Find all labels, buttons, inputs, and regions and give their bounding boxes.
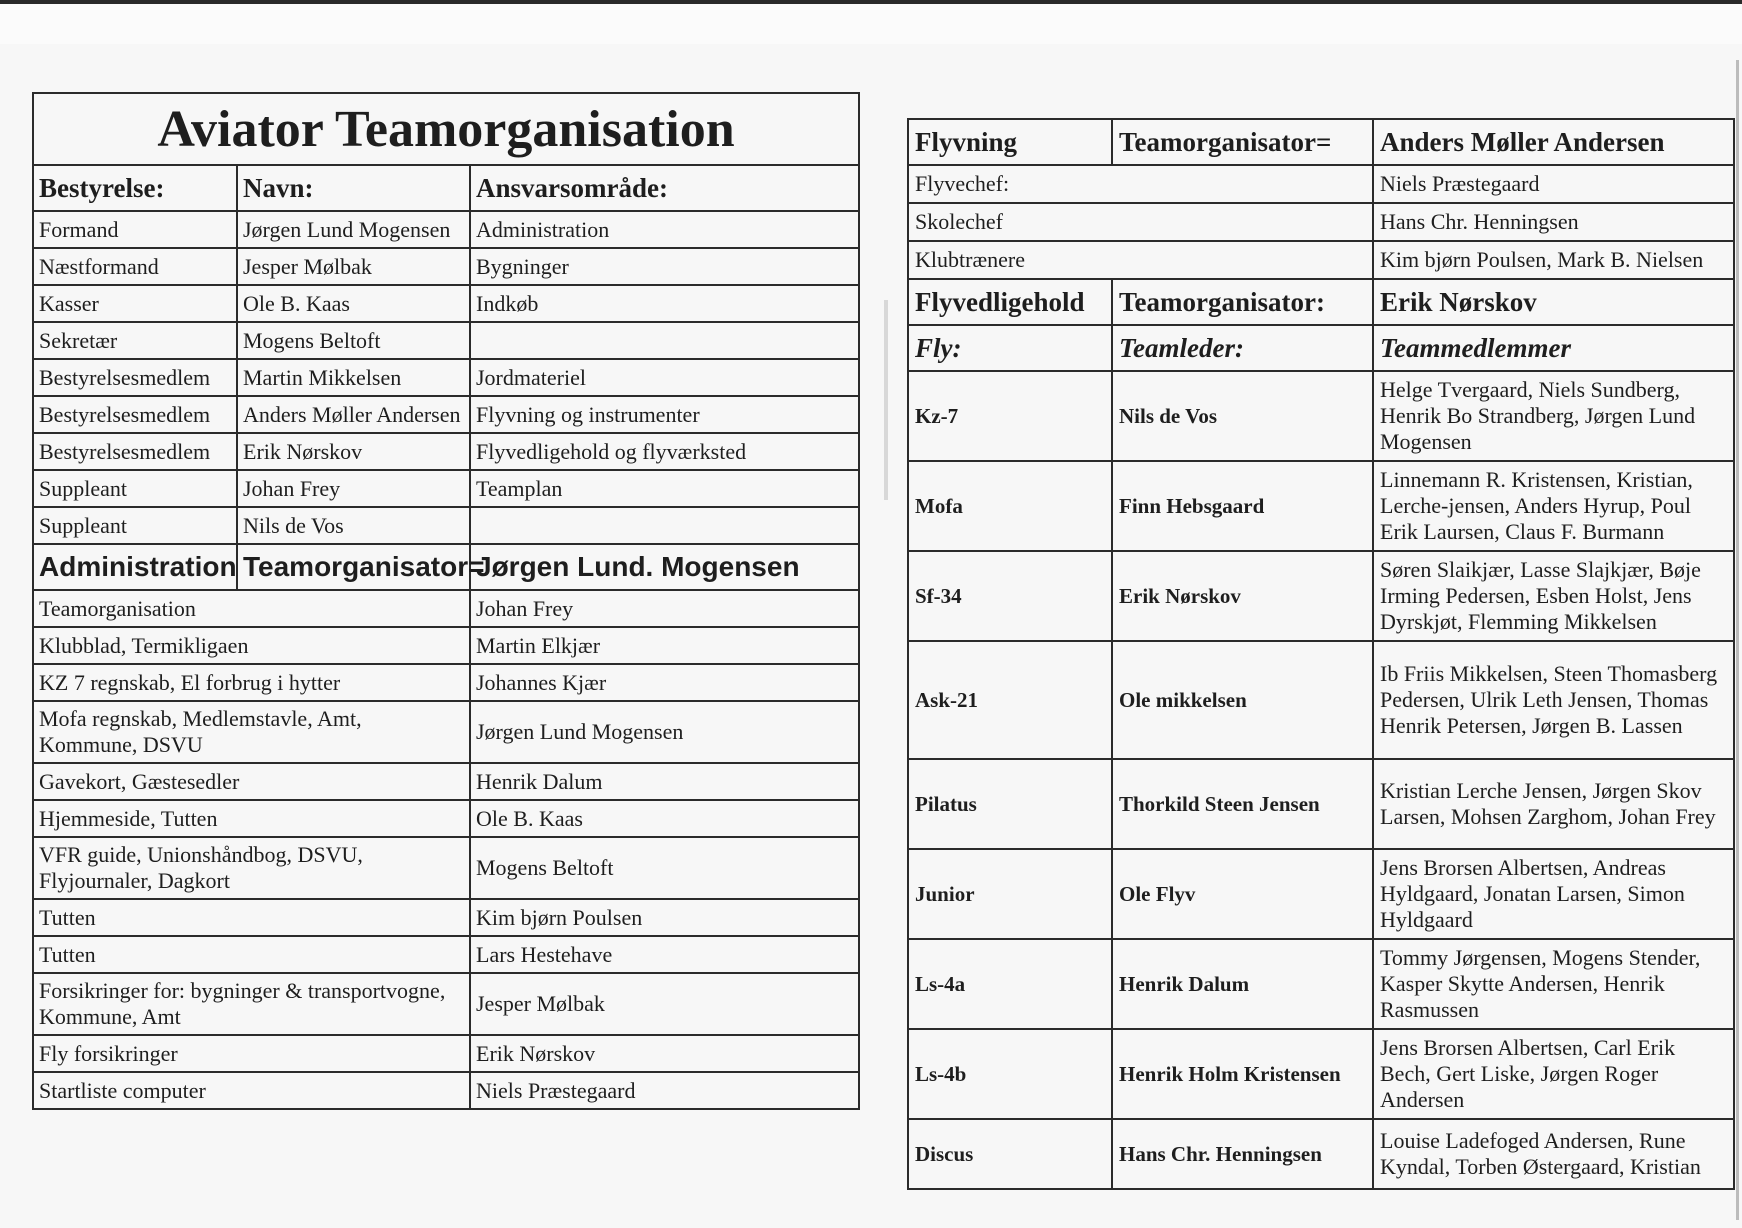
fleet-members: Louise Ladefoged Andersen, Rune Kyndal, Torben Østergaard, Kristian bbox=[1373, 1119, 1734, 1189]
admin-header-person: Jørgen Lund. Mogensen bbox=[470, 544, 859, 590]
admin-task: Fly forsikringer bbox=[33, 1035, 470, 1072]
admin-row bbox=[33, 800, 859, 837]
fleet-aircraft: Ask-21 bbox=[908, 641, 1112, 759]
fleet-members: Kristian Lerche Jensen, Jørgen Skov Larsen, Mohsen Zarghom, Johan Frey bbox=[1373, 759, 1734, 849]
page-gutter bbox=[884, 300, 888, 500]
admin-person: Erik Nørskov bbox=[470, 1035, 859, 1072]
admin-person: Martin Elkjær bbox=[470, 627, 859, 664]
board-area: Flyvning og instrumenter bbox=[470, 396, 859, 433]
board-name: Martin Mikkelsen bbox=[237, 359, 470, 396]
admin-task: KZ 7 regnskab, El forbrug i hytter bbox=[33, 664, 470, 701]
board-header-area: Ansvarsområde: bbox=[470, 165, 859, 211]
scan-edge-right bbox=[1736, 60, 1739, 1220]
admin-person: Jesper Mølbak bbox=[470, 973, 859, 1035]
fleet-row bbox=[908, 1119, 1734, 1189]
fleet-leader: Hans Chr. Henningsen bbox=[1112, 1119, 1373, 1189]
flight-header-row bbox=[908, 119, 1734, 165]
board-area: Bygninger bbox=[470, 248, 859, 285]
admin-task: VFR guide, Unionshåndbog, DSVU, Flyjournaler, Dagkort bbox=[33, 837, 470, 899]
flight-role: Klubtrænere bbox=[908, 241, 1373, 279]
board-row bbox=[33, 211, 859, 248]
board-row bbox=[33, 322, 859, 359]
fleet-row bbox=[908, 759, 1734, 849]
admin-person: Lars Hestehave bbox=[470, 936, 859, 973]
flight-person: Kim bjørn Poulsen, Mark B. Nielsen bbox=[1373, 241, 1734, 279]
admin-row bbox=[33, 627, 859, 664]
board-role: Formand bbox=[33, 211, 237, 248]
admin-task: Tutten bbox=[33, 936, 470, 973]
admin-row bbox=[33, 1035, 859, 1072]
admin-row bbox=[33, 973, 859, 1035]
flight-header-person: Anders Møller Andersen bbox=[1373, 119, 1734, 165]
scan-margin bbox=[0, 4, 1742, 44]
fleet-aircraft: Pilatus bbox=[908, 759, 1112, 849]
board-area: Teamplan bbox=[470, 470, 859, 507]
fleet-leader: Thorkild Steen Jensen bbox=[1112, 759, 1373, 849]
fleet-row bbox=[908, 461, 1734, 551]
board-role: Bestyrelsesmedlem bbox=[33, 433, 237, 470]
board-area bbox=[470, 507, 859, 544]
fleet-row bbox=[908, 849, 1734, 939]
board-role: Sekretær bbox=[33, 322, 237, 359]
admin-person: Ole B. Kaas bbox=[470, 800, 859, 837]
fleet-aircraft: Mofa bbox=[908, 461, 1112, 551]
maintenance-header-section: Flyvedligehold bbox=[908, 279, 1112, 325]
board-row bbox=[33, 359, 859, 396]
fleet-leader: Finn Hebsgaard bbox=[1112, 461, 1373, 551]
fleet-members: Søren Slaikjær, Lasse Slajkjær, Bøje Irming Pedersen, Esben Holst, Jens Dyrskjøt, Flemming Mikkelsen bbox=[1373, 551, 1734, 641]
admin-row bbox=[33, 590, 859, 627]
admin-row bbox=[33, 936, 859, 973]
board-role: Næstformand bbox=[33, 248, 237, 285]
board-header-role: Bestyrelse: bbox=[33, 165, 237, 211]
flight-maintenance-table bbox=[907, 118, 1735, 1190]
fleet-header-members: Teammedlemmer bbox=[1373, 325, 1734, 371]
admin-task: Hjemmeside, Tutten bbox=[33, 800, 470, 837]
board-name: Jørgen Lund Mogensen bbox=[237, 211, 470, 248]
fleet-members: Linnemann R. Kristensen, Kristian, Lerche-jensen, Anders Hyrup, Poul Erik Laursen, Claus F. Burmann bbox=[1373, 461, 1734, 551]
flight-row bbox=[908, 203, 1734, 241]
fleet-aircraft: Discus bbox=[908, 1119, 1112, 1189]
fleet-leader: Ole mikkelsen bbox=[1112, 641, 1373, 759]
flight-role: Flyvechef: bbox=[908, 165, 1373, 203]
admin-task: Teamorganisation bbox=[33, 590, 470, 627]
fleet-members: Ib Friis Mikkelsen, Steen Thomasberg Pedersen, Ulrik Leth Jensen, Thomas Henrik Petersen, Jørgen B. Lassen bbox=[1373, 641, 1734, 759]
admin-person: Kim bjørn Poulsen bbox=[470, 899, 859, 936]
board-area: Administration bbox=[470, 211, 859, 248]
board-header-name: Navn: bbox=[237, 165, 470, 211]
board-area: Flyvedligehold og flyværksted bbox=[470, 433, 859, 470]
admin-task: Gavekort, Gæstesedler bbox=[33, 763, 470, 800]
flight-role: Skolechef bbox=[908, 203, 1373, 241]
admin-task: Tutten bbox=[33, 899, 470, 936]
fleet-members: Tommy Jørgensen, Mogens Stender, Kasper Skytte Andersen, Henrik Rasmussen bbox=[1373, 939, 1734, 1029]
admin-task: Startliste computer bbox=[33, 1072, 470, 1109]
admin-row bbox=[33, 837, 859, 899]
admin-person: Johannes Kjær bbox=[470, 664, 859, 701]
admin-header-row bbox=[33, 544, 859, 590]
fleet-aircraft: Kz-7 bbox=[908, 371, 1112, 461]
admin-row bbox=[33, 664, 859, 701]
board-role: Bestyrelsesmedlem bbox=[33, 359, 237, 396]
board-name: Ole B. Kaas bbox=[237, 285, 470, 322]
admin-task: Forsikringer for: bygninger & transportvogne, Kommune, Amt bbox=[33, 973, 470, 1035]
fleet-row bbox=[908, 371, 1734, 461]
fleet-leader: Henrik Holm Kristensen bbox=[1112, 1029, 1373, 1119]
admin-header-section: Administration bbox=[33, 544, 237, 590]
admin-row bbox=[33, 899, 859, 936]
admin-person: Mogens Beltoft bbox=[470, 837, 859, 899]
flight-person: Hans Chr. Henningsen bbox=[1373, 203, 1734, 241]
fleet-aircraft: Sf-34 bbox=[908, 551, 1112, 641]
fleet-header-aircraft: Fly: bbox=[908, 325, 1112, 371]
maintenance-header-person: Erik Nørskov bbox=[1373, 279, 1734, 325]
flight-row bbox=[908, 241, 1734, 279]
flight-person: Niels Præstegaard bbox=[1373, 165, 1734, 203]
maintenance-header-row bbox=[908, 279, 1734, 325]
fleet-leader: Henrik Dalum bbox=[1112, 939, 1373, 1029]
fleet-aircraft: Junior bbox=[908, 849, 1112, 939]
admin-header-label: Teamorganisator= bbox=[237, 544, 470, 590]
flight-row bbox=[908, 165, 1734, 203]
page-title: Aviator Teamorganisation bbox=[33, 93, 859, 165]
board-area: Jordmateriel bbox=[470, 359, 859, 396]
board-name: Mogens Beltoft bbox=[237, 322, 470, 359]
flight-header-label: Teamorganisator= bbox=[1112, 119, 1373, 165]
fleet-members: Helge Tvergaard, Niels Sundberg, Henrik Bo Strandberg, Jørgen Lund Mogensen bbox=[1373, 371, 1734, 461]
admin-person: Jørgen Lund Mogensen bbox=[470, 701, 859, 763]
admin-task: Klubblad, Termikligaen bbox=[33, 627, 470, 664]
admin-row bbox=[33, 1072, 859, 1109]
board-name: Jesper Mølbak bbox=[237, 248, 470, 285]
fleet-aircraft: Ls-4a bbox=[908, 939, 1112, 1029]
admin-person: Niels Præstegaard bbox=[470, 1072, 859, 1109]
title-row bbox=[33, 93, 859, 165]
maintenance-header-label: Teamorganisator: bbox=[1112, 279, 1373, 325]
board-name: Johan Frey bbox=[237, 470, 470, 507]
board-header-row bbox=[33, 165, 859, 211]
admin-person: Henrik Dalum bbox=[470, 763, 859, 800]
board-area: Indkøb bbox=[470, 285, 859, 322]
flight-header-section: Flyvning bbox=[908, 119, 1112, 165]
admin-task: Mofa regnskab, Medlemstavle, Amt, Kommune, DSVU bbox=[33, 701, 470, 763]
fleet-leader: Nils de Vos bbox=[1112, 371, 1373, 461]
fleet-header-row bbox=[908, 325, 1734, 371]
board-name: Nils de Vos bbox=[237, 507, 470, 544]
board-row bbox=[33, 396, 859, 433]
admin-row bbox=[33, 763, 859, 800]
board-area bbox=[470, 322, 859, 359]
board-row bbox=[33, 248, 859, 285]
board-name: Anders Møller Andersen bbox=[237, 396, 470, 433]
board-name: Erik Nørskov bbox=[237, 433, 470, 470]
fleet-members: Jens Brorsen Albertsen, Andreas Hyldgaard, Jonatan Larsen, Simon Hyldgaard bbox=[1373, 849, 1734, 939]
board-role: Kasser bbox=[33, 285, 237, 322]
fleet-row bbox=[908, 939, 1734, 1029]
board-row bbox=[33, 507, 859, 544]
board-role: Bestyrelsesmedlem bbox=[33, 396, 237, 433]
admin-row bbox=[33, 701, 859, 763]
fleet-row bbox=[908, 641, 1734, 759]
board-row bbox=[33, 285, 859, 322]
fleet-row bbox=[908, 551, 1734, 641]
fleet-row bbox=[908, 1029, 1734, 1119]
board-role: Suppleant bbox=[33, 470, 237, 507]
fleet-leader: Erik Nørskov bbox=[1112, 551, 1373, 641]
team-organisation-table bbox=[32, 92, 860, 1110]
board-row bbox=[33, 470, 859, 507]
board-role: Suppleant bbox=[33, 507, 237, 544]
fleet-leader: Ole Flyv bbox=[1112, 849, 1373, 939]
fleet-members: Jens Brorsen Albertsen, Carl Erik Bech, Gert Liske, Jørgen Roger Andersen bbox=[1373, 1029, 1734, 1119]
fleet-aircraft: Ls-4b bbox=[908, 1029, 1112, 1119]
admin-person: Johan Frey bbox=[470, 590, 859, 627]
board-row bbox=[33, 433, 859, 470]
fleet-header-leader: Teamleder: bbox=[1112, 325, 1373, 371]
